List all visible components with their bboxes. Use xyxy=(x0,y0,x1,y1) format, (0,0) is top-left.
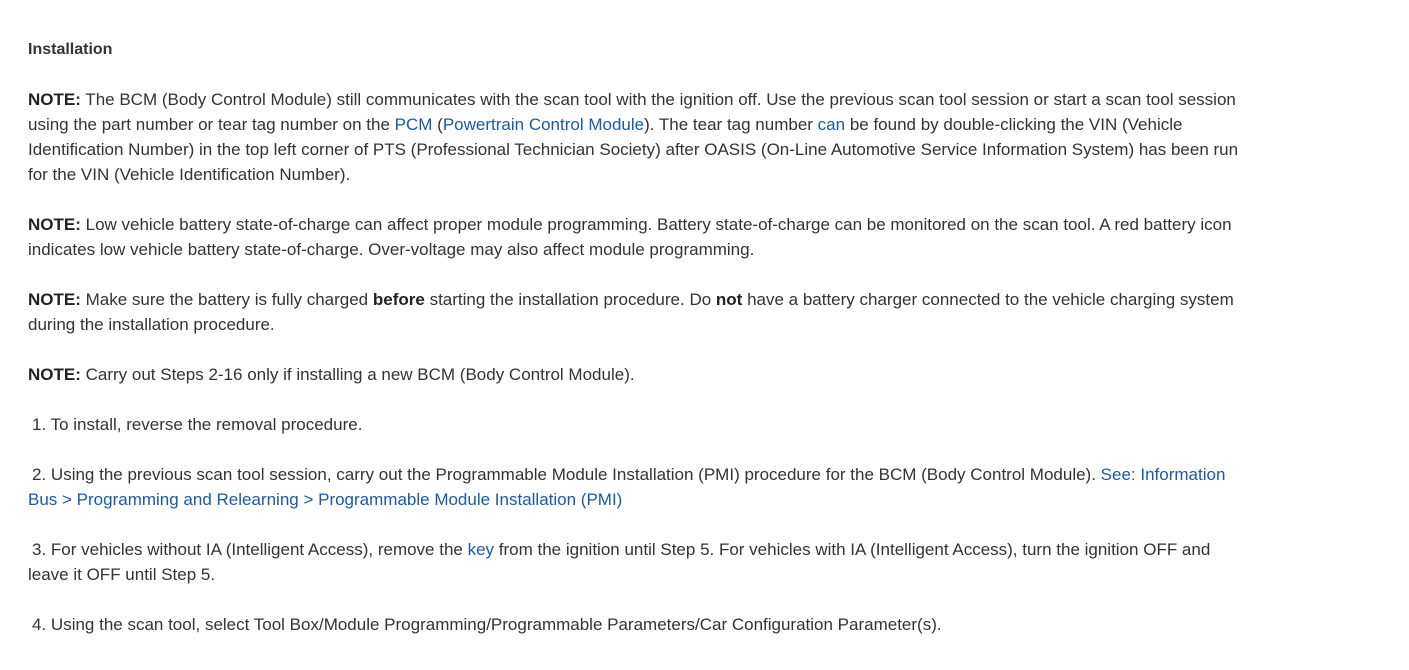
note1-text-4: be found by double-clicking the VIN (Vehicle Identification Number) in the top left corner of PTS (Professional Technician Society) after OASIS (On-Line Automotive Service Information System) has been run for the VIN (Vehicle Identification Number). xyxy=(28,115,1239,184)
step-3 xyxy=(28,537,1253,587)
step-1 xyxy=(28,412,1253,437)
step-number: 2. xyxy=(32,465,47,484)
note1-text-1: The BCM (Body Control Module) still communicates with the scan tool with the ignition off. Use the previous scan tool session or start a scan tool session using the part number or tear tag number on the xyxy=(28,90,1236,134)
note1-text-3: ). The tear tag number xyxy=(644,115,818,134)
step-4-text: Using the scan tool, select Tool Box/Module Programming/Programmable Parameters/Car Configuration Parameter(s). xyxy=(46,615,942,634)
step-number: 4. xyxy=(32,615,47,634)
step-3-text-1: For vehicles without IA (Intelligent Access), remove the xyxy=(46,540,468,559)
note-label: NOTE: xyxy=(28,215,81,234)
note-paragraph-steps-range xyxy=(28,362,1253,387)
link-pcm[interactable]: PCM xyxy=(394,115,433,134)
note-label: NOTE: xyxy=(28,90,81,109)
link-see-pmi-procedure[interactable]: See: Information Bus > Programming and Relearning > Programmable Module Installation (PMI) xyxy=(28,465,1226,509)
step-2 xyxy=(28,462,1253,512)
note4-text: Carry out Steps 2-16 only if installing a new BCM (Body Control Module). xyxy=(80,365,635,384)
note-label: NOTE: xyxy=(28,290,81,309)
step-number: 3. xyxy=(32,540,47,559)
note3-text-1: Make sure the battery is fully charged xyxy=(80,290,373,309)
link-key[interactable]: key xyxy=(467,540,495,559)
emphasis-before: before xyxy=(372,290,425,309)
note3-text-2: starting the installation procedure. Do xyxy=(424,290,716,309)
link-powertrain-control-module[interactable]: Powertrain Control Module xyxy=(442,115,645,134)
note-paragraph-battery-state xyxy=(28,212,1253,262)
note2-text: Low vehicle battery state-of-charge can affect proper module programming. Battery state-of-charge can be monitored on the scan tool. A red battery icon indicates low vehicle battery state-of-charge. Over-voltage may also affect module programming. xyxy=(28,215,1232,259)
section-heading-installation: Installation xyxy=(28,41,113,58)
note-paragraph-bcm-communication xyxy=(28,87,1253,187)
document-body xyxy=(28,37,1253,662)
step-2-text: Using the previous scan tool session, carry out the Programmable Module Installation (PMI) procedure for the BCM (Body Control Module). xyxy=(46,465,1101,484)
note-paragraph-battery-charged xyxy=(28,287,1253,337)
step-4 xyxy=(28,612,1253,637)
emphasis-not: not xyxy=(715,290,743,309)
link-can[interactable]: can xyxy=(817,115,846,134)
step-1-text: To install, reverse the removal procedure. xyxy=(46,415,363,434)
note-label: NOTE: xyxy=(28,365,81,384)
note3-text-3: have a battery charger connected to the vehicle charging system during the installation procedure. xyxy=(28,290,1234,334)
note1-text-2: ( xyxy=(432,115,443,134)
step-3-text-2: from the ignition until Step 5. For vehicles with IA (Intelligent Access), turn the ignition OFF and leave it OFF until Step 5. xyxy=(28,540,1211,584)
step-number: 1. xyxy=(32,415,47,434)
